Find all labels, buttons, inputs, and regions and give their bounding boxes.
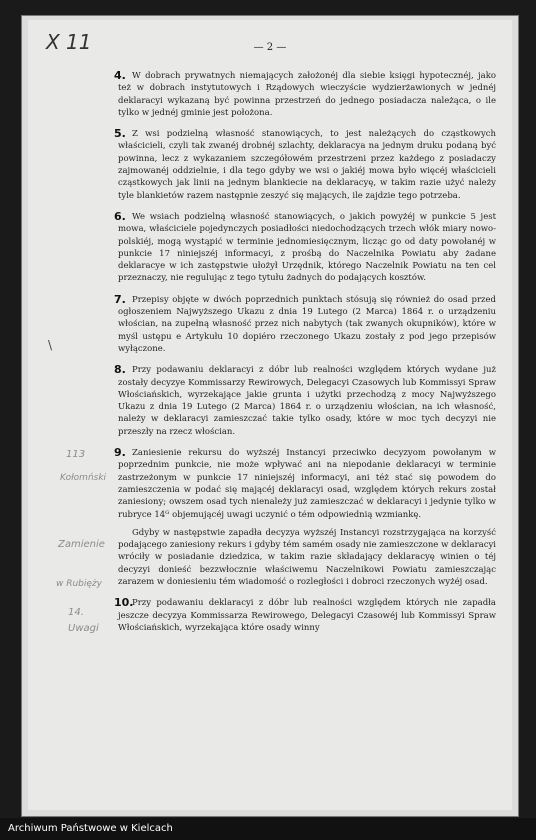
paragraph-text: Przy podawaniu deklaracyi z dóbr lub realności względem których wydane już zostały decyzye Kommissarzy Rewirowych, Delegacyi Czasowych lub Kommissyi Spraw Włościańskich, wyrzekające jakie grunta i użytki przechodzą z mocy Najwyższego Ukazu z dnia 19 Lutego (2 Marca) 1864 r. o urządzeniu włościan, na ich własność, należy w deklaracyi zamieszczać takie tylko osady, które w moc tych decyzyi nie przeszły na rzecz włościan.: [118, 365, 496, 437]
paragraph-8: [114, 363, 496, 438]
margin-note: Uwagi: [68, 623, 99, 634]
margin-note: 14.: [68, 607, 84, 618]
paragraph-10: [114, 596, 496, 634]
paragraph-text: Przy podawaniu deklaracyi z dóbr lub realności względem których nie zapadła jeszcze decyzya Kommissarza Rewirowego, Delegacyi Czasowéj lub Kommissyi Spraw Włościańskich, wyrzekająca które osady winny: [118, 598, 496, 633]
margin-tick-mark: \: [48, 338, 53, 352]
archive-footer-bar: Archiwum Państwowe w Kielcach: [0, 818, 536, 840]
paragraph-4: [114, 69, 496, 119]
margin-note: Zamienie: [58, 539, 105, 550]
paragraph-number: 8.: [114, 363, 126, 377]
page-number: — 2 —: [253, 42, 287, 53]
document-body: [114, 69, 496, 643]
scan-frame: [22, 16, 518, 816]
paragraph-number: 9.: [114, 446, 126, 460]
paragraph-text: Przepisy objęte w dwóch poprzednich punktach stósują się również do osad przed ogłoszeniem Najwyższego Ukazu z dnia 19 Lutego (2 Marca) 1864 r. o urządzeniu włościan, na zupełną własność przez nich nabytych (tak zwanych okupników), które w myśl ustępu e Artykułu 10 dopiéro rzeczonego Ukazu zostały z pod jego przepisów wyłączone.: [118, 294, 496, 354]
archive-signature-mark: X 11: [46, 30, 92, 54]
paragraph-6: [114, 209, 496, 285]
margin-note: Kołomński: [60, 473, 107, 483]
paragraph-number: 5.: [114, 127, 126, 141]
paragraph-text: Z wsi podzielną własność stanowiących, to jest należących do cząstkowych właścicieli, czyli tak zwanéj drobnéj szlachty, deklaracya na jednym druku podaną być powinna, lecz z wykazaniem szczegółowém przestrzeni przez każdego z posiadaczy zajmowanéj oddzielnie, i dla tego gdyby we wsi o jakiéj mowa było więcéj właścicieli cząstkowych jak linii na jednym blankiecie na deklaracyę, w takim razie użyć należy tyle blankietów razem następnie zeszyć się mających, ile zajdzie tego potrzeba.: [118, 129, 496, 201]
paragraph-7: [114, 292, 496, 355]
paragraph-text: Zaniesienie rekursu do wyższéj Instancyi przeciwko decyzyom powołanym w poprzednim punkcie, nie może wpływać ani na niepodanie deklaracyi w terminie zastrzeżonym w punkcie 17 niniejszéj informacyi, ani téż stać się powodem do zamieszczenia w podać się mającéj deklaracyi osad, względem których rekurs został zaniesiony; owszem osad tych nienależy już zamieszczać w deklaracyi i jedynie tylko w rubryce 14ᴳ objemującéj uwagi uczynić o tém odpowiednią wzmiankę.: [118, 448, 496, 520]
paragraph-9-continuation: [118, 527, 496, 588]
paragraph-text: Gdyby w następstwie zapadła decyzya wyższéj Instancyi rozstrzygająca na korzyść podającego zaniesiony rekurs i gdyby tém samém osady nie zamieszczone w deklaracyi wróciły w posiadanie dziedzica, w takim razie składający deklaracyę winien o téj decyzyi donieść bezzwłocznie właściwemu Naczelnikowi Powiatu zamieszczając zarazem w doniesieniu tém wiadomość o rozległości i dobroci rzeczonych wyżéj osad.: [118, 527, 496, 587]
paragraph-text: W dobrach prywatnych niemających założonéj dla siebie księgi hypotecznéj, jako też w dobrach instytutowych i Rządowych wieczyście wydzierżawionych w jednéj deklaracyi wykazaną być powinna przestrzeń do jednego posiadacza należąca, o ile tylko w jednéj gminie jest położona.: [118, 71, 496, 118]
paragraph-9: [114, 446, 496, 521]
margin-note: 113: [66, 449, 86, 460]
document-page: [28, 20, 512, 810]
paragraph-5: [114, 127, 496, 202]
paragraph-number: 10.: [114, 596, 134, 610]
paragraph-text: We wsiach podzielną własność stanowiących, o jakich powyżéj w punkcie 5 jest mowa, właściciele pojedynczych posiadłości niedochodzących trzech włók miary nowo-polskiéj, mogą wystąpić w terminie jednomiesięcznym, licząc go od daty powołanéj w punkcie 17 niniejszéj informacyi, z prośbą do Naczelnika Powiatu aby żadane deklaracye w ich zastępstwie ułożył Urzędnik, którego Naczelnik Powiatu na ten cel przeznaczy, nie regulując z tego tytułu żadnych do podających kosztów.: [118, 211, 496, 284]
paragraph-number: 7.: [114, 292, 126, 306]
margin-note: w Rubięży: [56, 579, 102, 589]
paragraph-number: 4.: [114, 69, 126, 82]
paragraph-number: 6.: [114, 209, 126, 223]
